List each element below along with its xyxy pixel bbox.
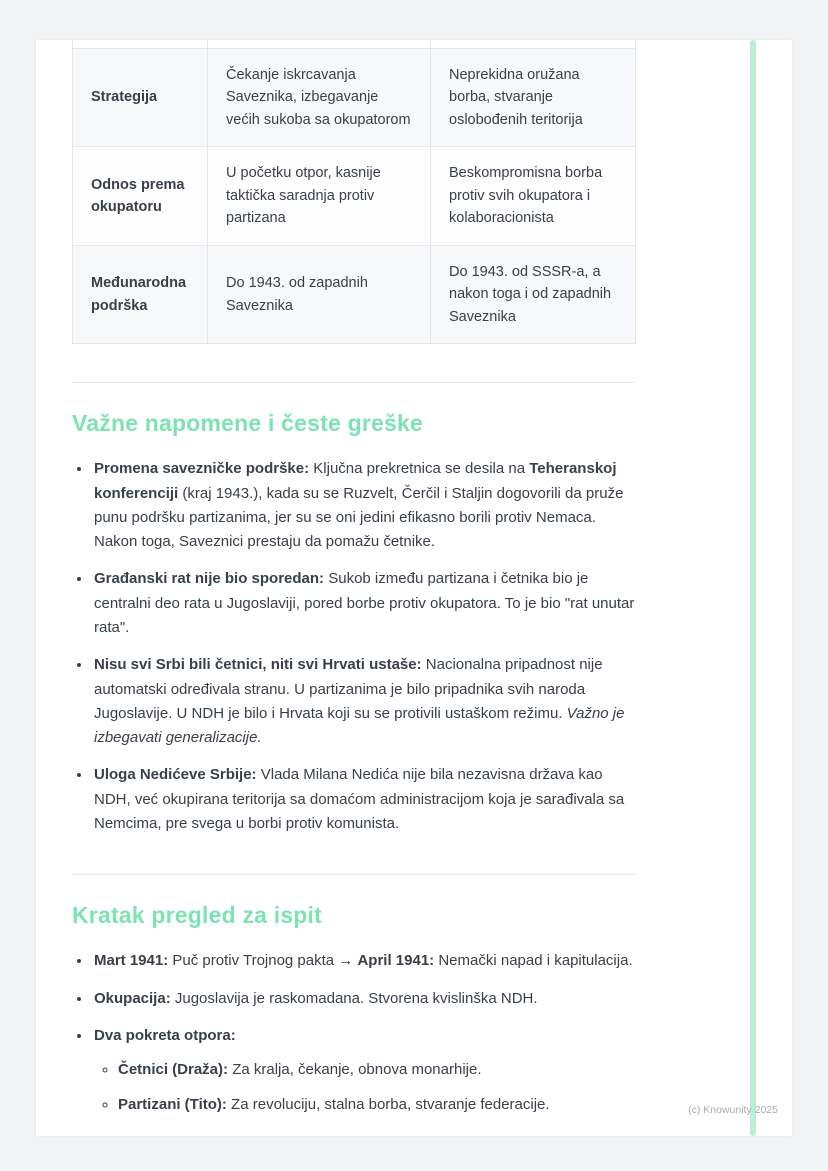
- text-segment: Promena savezničke podrške:: [94, 460, 310, 478]
- sub-list-item: [118, 1058, 635, 1082]
- text-segment: Nacionalna pripadnost nije automatski određivala stranu. U partizanima je bilo pripadnika svih naroda Jugoslavije. U NDH je bilo i Hrvata koji su se protivili ustaškom režimu.: [94, 656, 603, 722]
- text-segment: Mart 1941:: [94, 952, 169, 970]
- sub-list: [94, 1058, 635, 1117]
- table-cell: Do 1943. od zapadnih Saveznika: [208, 245, 431, 343]
- text-segment: Nisu svi Srbi bili četnici, niti svi Hrvati ustaše:: [94, 656, 422, 674]
- table-cell-label: Strategija: [73, 49, 208, 147]
- bullet-list-notes: [72, 457, 635, 836]
- table-row: [73, 245, 636, 343]
- text-segment: Dva pokreta otpora:: [94, 1026, 236, 1044]
- bullet-list-summary: [72, 949, 635, 1116]
- section-divider: [72, 874, 635, 875]
- text-segment: Vlada Milana Nedića nije bila nezavisna država kao NDH, već okupirana teritorija sa domaćom administracijom koja je sarađivala sa Nemcima, pre svega u borbi protiv komunista.: [94, 766, 625, 833]
- text-segment: Nemački napad i kapitulacija.: [434, 952, 633, 970]
- table-cell-label: Međunarodna podrška: [73, 245, 208, 343]
- sub-list-item: [118, 1093, 635, 1117]
- text-segment: Za kralja, čekanje, obnova monarhije.: [228, 1061, 482, 1079]
- table-row: [73, 49, 636, 147]
- list-item: [92, 987, 635, 1011]
- text-segment: Okupacija:: [94, 989, 171, 1007]
- text-segment: Sukob između partizana i četnika bio je centralni deo rata u Jugoslaviji, pored borbe protiv okupatora. To je bio "rat unutar rata".: [94, 570, 635, 636]
- text-segment: Puč protiv Trojnog pakta →: [168, 952, 358, 970]
- page-content: [72, 40, 635, 1117]
- table-cell: Čekanje iskrcavanja Saveznika, izbegavanje većih sukoba sa okupatorom: [208, 49, 431, 147]
- table-cell: Beskompromisna borba protiv svih okupatora i kolaboracionista: [431, 147, 636, 245]
- text-segment: Partizani (Tito):: [118, 1095, 227, 1113]
- table-cell-label: Odnos prema okupatoru: [73, 147, 208, 245]
- copyright-text: (c) Knowunity 2025: [688, 1104, 778, 1116]
- text-segment: Građanski rat nije bio sporedan:: [94, 570, 325, 588]
- table-row: [73, 147, 636, 245]
- text-segment: Jugoslavija je raskomadana. Stvorena kvislinška NDH.: [170, 989, 538, 1007]
- table-cell: U početku otpor, kasnije taktička saradnja protiv partizana: [208, 147, 431, 245]
- document-page: [36, 40, 792, 1136]
- comparison-table: [72, 40, 636, 344]
- text-segment: Ključna prekretnica se desila na: [309, 460, 530, 478]
- list-item: [92, 457, 635, 554]
- text-segment: Četnici (Draža):: [118, 1061, 229, 1079]
- text-segment: Važno je izbegavati generalizacije.: [94, 704, 625, 747]
- text-segment: (kraj 1943.), kada su se Ruzvelt, Čerčil i Staljin dogovorili da pruže punu podršku partizanima, jer su se oni jedini efikasno borili protiv Nemaca. Nakon toga, Saveznici prestaju da pomažu četnike.: [94, 484, 624, 551]
- table-cell-cutoff: [73, 40, 208, 49]
- list-item: [92, 949, 635, 973]
- section-title-notes: Važne napomene i česte greške: [72, 410, 423, 437]
- table-cell-cutoff: [208, 40, 431, 49]
- text-segment: April 1941:: [357, 952, 435, 970]
- text-segment: Za revoluciju, stalna borba, stvaranje federacije.: [226, 1095, 550, 1113]
- list-item: [92, 763, 635, 836]
- list-item: [92, 653, 635, 750]
- table-cell: Neprekidna oružana borba, stvaranje oslobođenih teritorija: [431, 49, 636, 147]
- section-title-summary: Kratak pregled za ispit: [72, 902, 323, 929]
- text-segment: Teheranskoj konferenciji: [94, 460, 617, 502]
- table-cell-cutoff: [431, 40, 636, 49]
- table-row-cutoff: [73, 40, 636, 49]
- table-cell: Do 1943. od SSSR-a, a nakon toga i od zapadnih Saveznika: [431, 245, 636, 343]
- text-segment: Uloga Nedićeve Srbije:: [94, 766, 257, 784]
- list-item: [92, 567, 635, 640]
- scrollbar-thumb[interactable]: [750, 40, 756, 1136]
- list-item: [92, 1024, 635, 1117]
- section-divider: [72, 382, 635, 383]
